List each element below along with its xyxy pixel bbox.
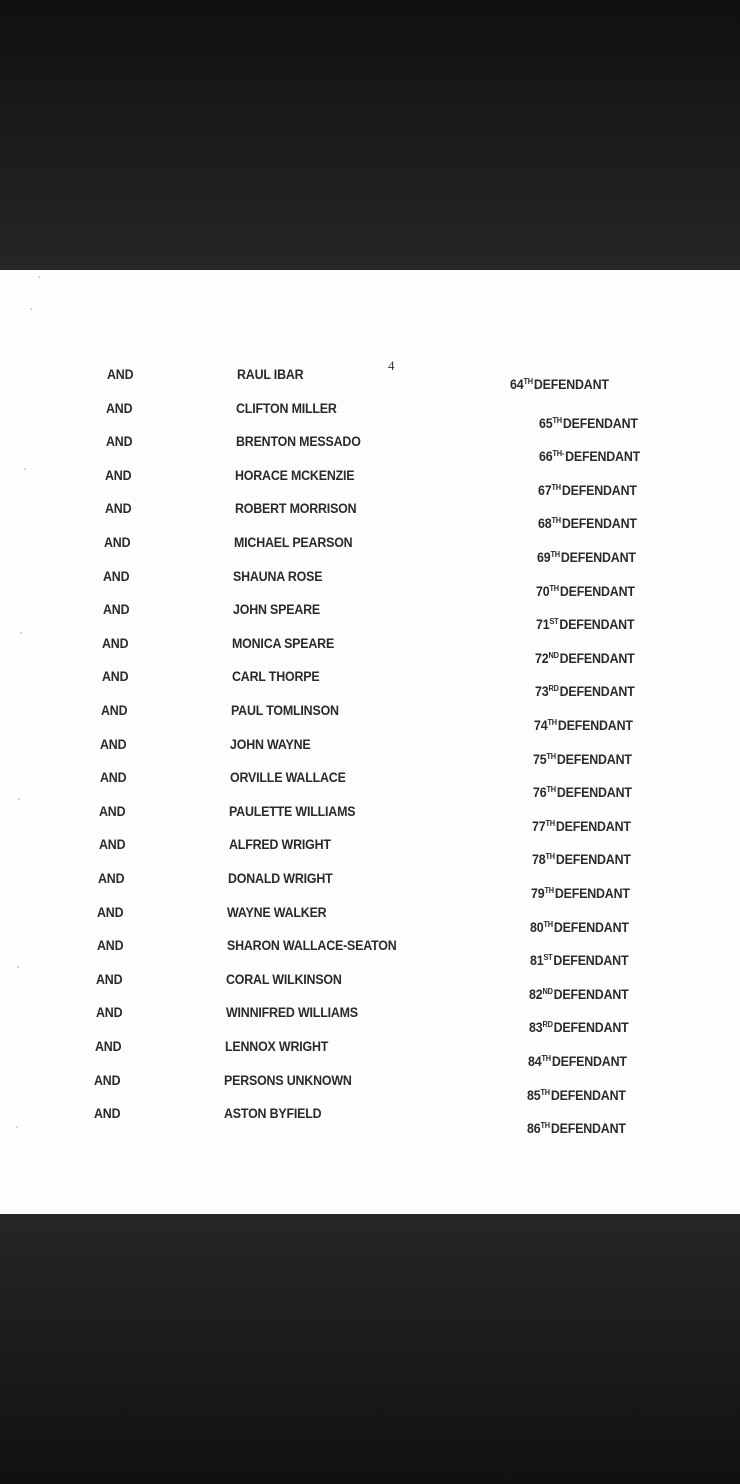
role-label: DEFENDANT	[550, 1121, 626, 1137]
defendant-name: WINNIFRED WILLIAMS	[225, 1005, 358, 1021]
scan-speck	[16, 1126, 18, 1128]
defendant-row	[0, 535, 740, 565]
role-label: DEFENDANT	[561, 516, 637, 532]
defendant-name: MICHAEL PEARSON	[234, 535, 353, 550]
role-label: DEFENDANT	[554, 886, 630, 901]
defendant-ordinal	[529, 1020, 629, 1035]
defendant-ordinal	[538, 516, 637, 531]
page-number: 4	[388, 358, 395, 373]
defendant-name: CLIFTON MILLER	[236, 400, 338, 416]
role-label: DEFENDANT	[551, 1087, 627, 1103]
conjunction-and: AND	[102, 602, 130, 618]
scan-speck	[17, 966, 19, 968]
ordinal-number: 74	[534, 718, 548, 733]
role-label: DEFENDANT	[562, 482, 637, 498]
conjunction-and: AND	[105, 467, 132, 483]
defendant-row	[0, 871, 740, 901]
conjunction-and: AND	[96, 971, 123, 987]
defendant-row	[0, 1039, 740, 1069]
ordinal-suffix: TH-	[552, 449, 564, 459]
ordinal-number: 71	[535, 617, 550, 633]
conjunction-and: AND	[93, 1106, 121, 1122]
defendant-ordinal	[536, 584, 635, 599]
defendant-ordinal	[532, 852, 631, 867]
defendant-ordinal	[529, 987, 629, 1002]
role-label: DEFENDANT	[563, 415, 639, 431]
top-dark-band	[0, 0, 740, 270]
defendant-row	[0, 803, 740, 834]
ordinal-number: 72	[535, 650, 549, 666]
defendant-name: JOHN WAYNE	[230, 736, 311, 752]
ordinal-suffix: TH	[552, 415, 563, 425]
defendant-name: SHAUNA ROSE	[233, 568, 323, 584]
conjunction-and: AND	[104, 535, 131, 550]
ordinal-number: 82	[529, 986, 543, 1002]
ordinal-suffix: TH	[523, 377, 533, 386]
ordinal-suffix: TH	[543, 919, 554, 929]
ordinal-number: 80	[530, 919, 544, 935]
conjunction-and: AND	[106, 400, 133, 416]
role-label: DEFENDANT	[553, 986, 629, 1002]
defendant-ordinal	[528, 1054, 627, 1069]
defendant-row	[0, 434, 740, 465]
defendant-name: CORAL WILKINSON	[226, 971, 342, 987]
ordinal-number: 85	[527, 1087, 541, 1103]
ordinal-number: 83	[528, 1020, 543, 1036]
defendant-ordinal	[530, 920, 629, 935]
defendant-name: PAULETTE WILLIAMS	[229, 803, 356, 819]
defendant-name: SHARON WALLACE-SEATON	[226, 938, 397, 954]
ordinal-suffix: TH	[551, 482, 562, 492]
ordinal-number: 68	[537, 516, 552, 532]
conjunction-and: AND	[95, 1005, 122, 1021]
ordinal-suffix: TH	[545, 818, 556, 828]
bottom-dark-band	[0, 1214, 740, 1484]
role-label: DEFENDANT	[554, 919, 630, 935]
role-label: DEFENDANT	[553, 1020, 629, 1036]
defendant-row	[0, 467, 740, 498]
ordinal-suffix: TH	[547, 718, 557, 727]
ordinal-number: 84	[528, 1054, 542, 1069]
ordinal-suffix: RD	[542, 1020, 553, 1030]
ordinal-number: 86	[526, 1121, 541, 1137]
ordinal-suffix: TH	[540, 1087, 551, 1097]
defendant-row	[0, 971, 740, 1002]
defendant-ordinal	[535, 684, 635, 699]
role-label: DEFENDANT	[564, 449, 640, 465]
role-label: DEFENDANT	[551, 1054, 627, 1069]
role-label: DEFENDANT	[560, 550, 636, 565]
scan-speck	[38, 276, 40, 278]
defendant-ordinal	[539, 416, 638, 431]
defendant-ordinal	[536, 617, 634, 632]
ordinal-number: 77	[532, 818, 546, 834]
ordinal-number: 67	[538, 482, 552, 498]
ordinal-suffix: TH	[540, 1121, 550, 1131]
role-label: DEFENDANT	[556, 818, 631, 834]
defendant-row	[0, 736, 740, 767]
ordinal-suffix: RD	[548, 684, 559, 694]
defendant-row	[0, 635, 740, 666]
defendant-row	[0, 367, 740, 392]
ordinal-number: 64	[510, 377, 524, 392]
defendant-row	[0, 568, 740, 599]
conjunction-and: AND	[94, 1072, 121, 1088]
role-label: DEFENDANT	[557, 718, 633, 733]
ordinal-number: 65	[539, 415, 553, 431]
defendant-name: PERSONS UNKNOWN	[224, 1072, 353, 1088]
defendant-name: ASTON BYFIELD	[223, 1106, 322, 1122]
ordinal-suffix: TH	[545, 852, 555, 862]
defendant-row	[0, 904, 740, 935]
conjunction-and: AND	[102, 635, 129, 651]
defendant-row	[0, 703, 740, 733]
defendant-row	[0, 938, 740, 969]
defendant-ordinal	[532, 819, 631, 834]
conjunction-and: AND	[100, 736, 127, 752]
conjunction-and: AND	[99, 770, 127, 786]
defendant-ordinal	[534, 718, 633, 733]
defendant-name: ALFRED WRIGHT	[228, 837, 331, 853]
defendant-row	[0, 1106, 740, 1137]
role-label: DEFENDANT	[553, 953, 629, 969]
defendant-name: ORVILLE WALLACE	[229, 770, 346, 786]
defendant-ordinal	[510, 377, 609, 392]
defendant-name: HORACE MCKENZIE	[235, 467, 355, 483]
ordinal-number: 78	[531, 852, 546, 868]
role-label: DEFENDANT	[556, 785, 632, 801]
defendant-ordinal	[531, 886, 630, 901]
role-label: DEFENDANT	[560, 583, 636, 599]
defendant-name: ROBERT MORRISON	[234, 501, 357, 517]
ordinal-number: 66	[538, 449, 553, 465]
defendant-ordinal	[527, 1121, 626, 1136]
ordinal-suffix: ND	[548, 650, 559, 660]
defendant-row	[0, 602, 740, 633]
ordinal-number: 73	[534, 684, 549, 700]
role-label: DEFENDANT	[559, 617, 635, 633]
defendant-row	[0, 501, 740, 532]
conjunction-and: AND	[104, 501, 131, 517]
defendant-ordinal	[527, 1088, 626, 1103]
document-page	[0, 270, 740, 1214]
conjunction-and: AND	[95, 1039, 122, 1054]
conjunction-and: AND	[99, 803, 126, 819]
conjunction-and: AND	[105, 434, 133, 450]
defendant-ordinal	[533, 785, 632, 800]
defendant-name: PAUL TOMLINSON	[231, 703, 339, 718]
ordinal-suffix: TH	[550, 550, 560, 559]
defendant-name: JOHN SPEARE	[232, 602, 320, 618]
defendant-name: LENNOX WRIGHT	[225, 1039, 329, 1054]
ordinal-suffix: TH	[546, 751, 557, 761]
defendant-name: WAYNE WALKER	[227, 904, 327, 920]
ordinal-suffix: TH	[551, 516, 561, 526]
role-label: DEFENDANT	[559, 684, 635, 700]
defendant-ordinal	[535, 651, 635, 666]
ordinal-number: 69	[537, 550, 551, 565]
ordinal-suffix: ST	[549, 617, 559, 627]
ordinal-number: 75	[533, 751, 547, 767]
defendant-name: MONICA SPEARE	[232, 635, 335, 651]
scan-speck	[18, 798, 20, 800]
defendant-name: BRENTON MESSADO	[235, 434, 361, 450]
scan-speck	[30, 308, 32, 310]
defendant-row	[0, 669, 740, 700]
defendant-ordinal	[530, 953, 628, 968]
defendant-row	[0, 1072, 740, 1103]
conjunction-and: AND	[97, 904, 124, 920]
conjunction-and: AND	[98, 837, 125, 853]
ordinal-number: 70	[536, 583, 550, 599]
conjunction-and: AND	[107, 367, 134, 382]
defendant-ordinal	[538, 483, 637, 498]
conjunction-and: AND	[98, 871, 125, 886]
ordinal-number: 79	[531, 886, 545, 901]
defendant-ordinal	[533, 752, 632, 767]
ordinal-suffix: TH	[541, 1054, 551, 1063]
role-label: DEFENDANT	[555, 852, 631, 868]
defendant-ordinal	[539, 449, 640, 464]
defendant-row	[0, 837, 740, 868]
ordinal-suffix: TH	[544, 886, 554, 895]
ordinal-number: 81	[529, 953, 544, 969]
conjunction-and: AND	[96, 938, 124, 954]
conjunction-and: AND	[101, 669, 128, 685]
defendant-name: DONALD WRIGHT	[228, 871, 333, 886]
ordinal-suffix: ST	[543, 953, 553, 963]
ordinal-suffix: TH	[546, 785, 556, 795]
defendant-ordinal	[537, 550, 636, 565]
conjunction-and: AND	[103, 568, 130, 584]
ordinal-number: 76	[532, 785, 547, 801]
role-label: DEFENDANT	[559, 650, 635, 666]
role-label: DEFENDANT	[557, 751, 633, 767]
defendant-row	[0, 1005, 740, 1036]
defendant-row	[0, 770, 740, 801]
ordinal-suffix: ND	[542, 986, 553, 996]
scan-speck	[20, 632, 22, 634]
defendant-row	[0, 400, 740, 431]
conjunction-and: AND	[101, 703, 128, 718]
defendant-name: RAUL IBAR	[237, 367, 304, 382]
ordinal-suffix: TH	[549, 583, 560, 593]
role-label: DEFENDANT	[533, 377, 609, 392]
defendant-name: CARL THORPE	[231, 669, 320, 685]
